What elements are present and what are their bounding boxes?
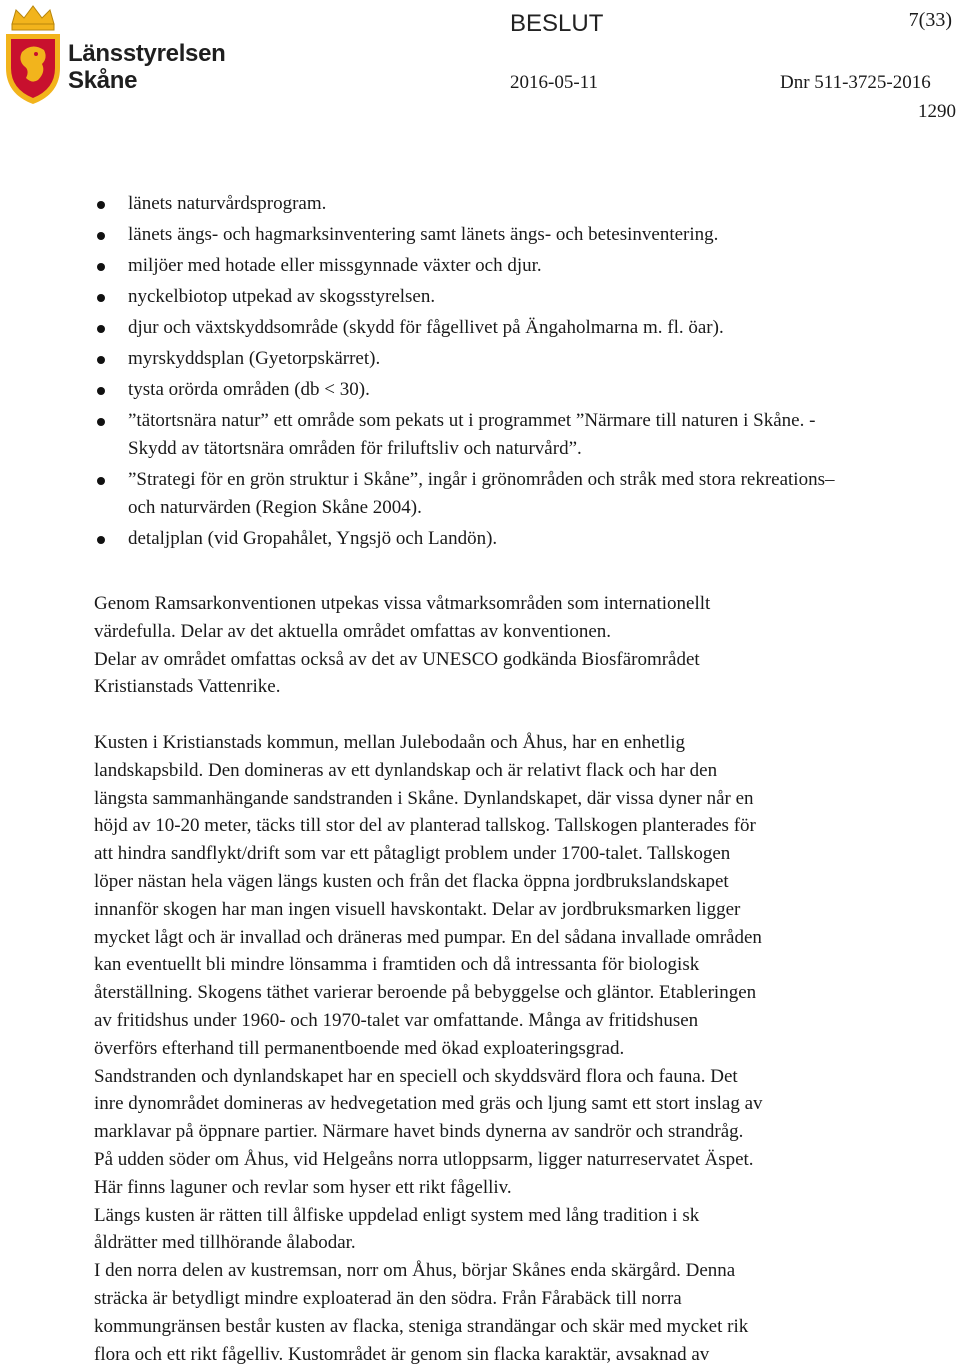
bullet-icon	[97, 356, 105, 364]
bullet-list	[96, 190, 856, 556]
text-line: flora och ett rikt fågelliv. Kustområdet är genom sin flacka karaktär, avsaknad av	[94, 1343, 710, 1365]
text-line: av fritidshus under 1960- och 1970-talet var omfattande. Många av fritidshusen	[94, 1009, 699, 1031]
text-line: Längs kusten är rätten till ålfiske uppdelad enligt system med lång tradition i sk	[94, 1204, 700, 1226]
list-item: myrskyddsplan (Gyetorpskärret).	[96, 345, 856, 373]
case-number: 1290	[918, 101, 956, 122]
text-line: Här finns laguner och revlar som hyser ett rikt fågelliv.	[94, 1176, 512, 1198]
bullet-icon	[97, 325, 105, 333]
list-item: ”tätortsnära natur” ett område som pekats ut i programmet ”Närmare till naturen i Skåne. - Skydd av tätortsnära områden för friluftsliv och naturvård”.	[96, 407, 856, 463]
text-line: Kristianstads Vattenrike.	[94, 676, 281, 698]
reference-number: Dnr 511-3725-2016	[780, 72, 931, 93]
text-line: överförs efterhand till permanentboende med ökad exploateringsgrad.	[94, 1037, 625, 1059]
page-number: 7(33)	[908, 9, 952, 31]
list-item: detaljplan (vid Gropahålet, Yngsjö och Landön).	[96, 525, 856, 553]
list-item: djur och växtskyddsområde (skydd för fågellivet på Ängaholmarna m. fl. öar).	[96, 314, 856, 342]
paragraph-ramsar	[94, 590, 874, 701]
bullet-icon	[97, 294, 105, 302]
text-line: Genom Ramsarkonventionen utpekas vissa våtmarksområden som internationellt	[94, 593, 711, 614]
document-date: 2016-05-11	[510, 72, 598, 93]
bullet-icon	[97, 536, 105, 544]
text-line: inre dynområdet domineras av hedvegetation med gräs och ljung samt ett stort inslag av	[94, 1093, 763, 1115]
bullet-icon	[97, 418, 105, 426]
text-line: mycket lågt och är invallad och dräneras med pumpar. En del sådana invallade områden	[94, 926, 762, 948]
bullet-icon	[97, 387, 105, 395]
org-name-line2: Skåne	[68, 67, 138, 94]
text-line: Sandstranden och dynlandskapet har en speciell och skyddsvärd flora och fauna. Det	[94, 1065, 738, 1087]
coat-of-arms-icon	[2, 2, 64, 106]
text-line: innanför skogen har man ingen visuell havskontakt. Delar av jordbruksmarken ligger	[94, 898, 741, 920]
org-name-line1: Länsstyrelsen	[68, 40, 226, 67]
text-line: kommungränsen består kusten av flacka, steniga strandängar och skär med mycket rik	[94, 1315, 749, 1337]
paragraph-coast	[94, 729, 874, 1368]
list-item: tysta orörda områden (db < 30).	[96, 376, 856, 404]
list-item: länets ängs- och hagmarksinventering samt länets ängs- och betesinventering.	[96, 221, 856, 249]
text-line: värdefulla. Delar av det aktuella området omfattas av konventionen.	[94, 620, 612, 642]
text-line: att hindra sandflykt/drift som var ett påtagligt problem under 1700-talet. Tallskogen	[94, 843, 731, 865]
text-line: längsta sammanhängande sandstranden i Skåne. Dynlandskapet, där vissa dyner når en	[94, 787, 754, 809]
text-line: åldrätter med tillhörande ålabodar.	[94, 1232, 356, 1254]
text-line: marklavar på öppnare partier. Närmare havet binds dynerna av sandrör och strandråg.	[94, 1121, 744, 1143]
text-line: landskapsbild. Den domineras av ett dynlandskap och är relativt flack och har den	[94, 759, 718, 781]
text-line: återställning. Skogens täthet varierar beroende på bebyggelse och gläntor. Etableringen	[94, 982, 757, 1004]
text-line: Kusten i Kristianstads kommun, mellan Julebodaån och Åhus, har en enhetlig	[94, 732, 685, 753]
list-item: nyckelbiotop utpekad av skogsstyrelsen.	[96, 283, 856, 311]
text-line: På udden söder om Åhus, vid Helgeåns norra utloppsarm, ligger naturreservatet Äspet.	[94, 1148, 754, 1170]
text-line: I den norra delen av kustremsan, norr om Åhus, börjar Skånes enda skärgård. Denna	[94, 1260, 736, 1282]
text-line: löper nästan hela vägen längs kusten och från det flacka öppna jordbrukslandskapet	[94, 870, 729, 892]
text-line: höjd av 10-20 meter, täcks till stor del av planterad tallskog. Tallskogen planterades för	[94, 815, 756, 837]
list-item: länets naturvårdsprogram.	[96, 190, 856, 218]
document-type: BESLUT	[510, 10, 604, 37]
text-line: Delar av området omfattas också av det av UNESCO godkända Biosfärområdet	[94, 648, 700, 670]
bullet-icon	[97, 201, 105, 209]
bullet-icon	[97, 232, 105, 240]
list-item: ”Strategi för en grön struktur i Skåne”, ingår i grönområden och stråk med stora rekreations– och naturvärden (Region Skåne 2004).	[96, 466, 856, 522]
bullet-icon	[97, 477, 105, 485]
logo	[0, 0, 226, 110]
bullet-icon	[97, 263, 105, 271]
text-line: kan eventuellt bli mindre lönsamma i framtiden och då intressanta för biologisk	[94, 954, 700, 976]
list-item: miljöer med hotade eller missgynnade växter och djur.	[96, 252, 856, 280]
text-line: sträcka är betydligt mindre exploaterad än den södra. Från Fårabäck till norra	[94, 1287, 682, 1309]
